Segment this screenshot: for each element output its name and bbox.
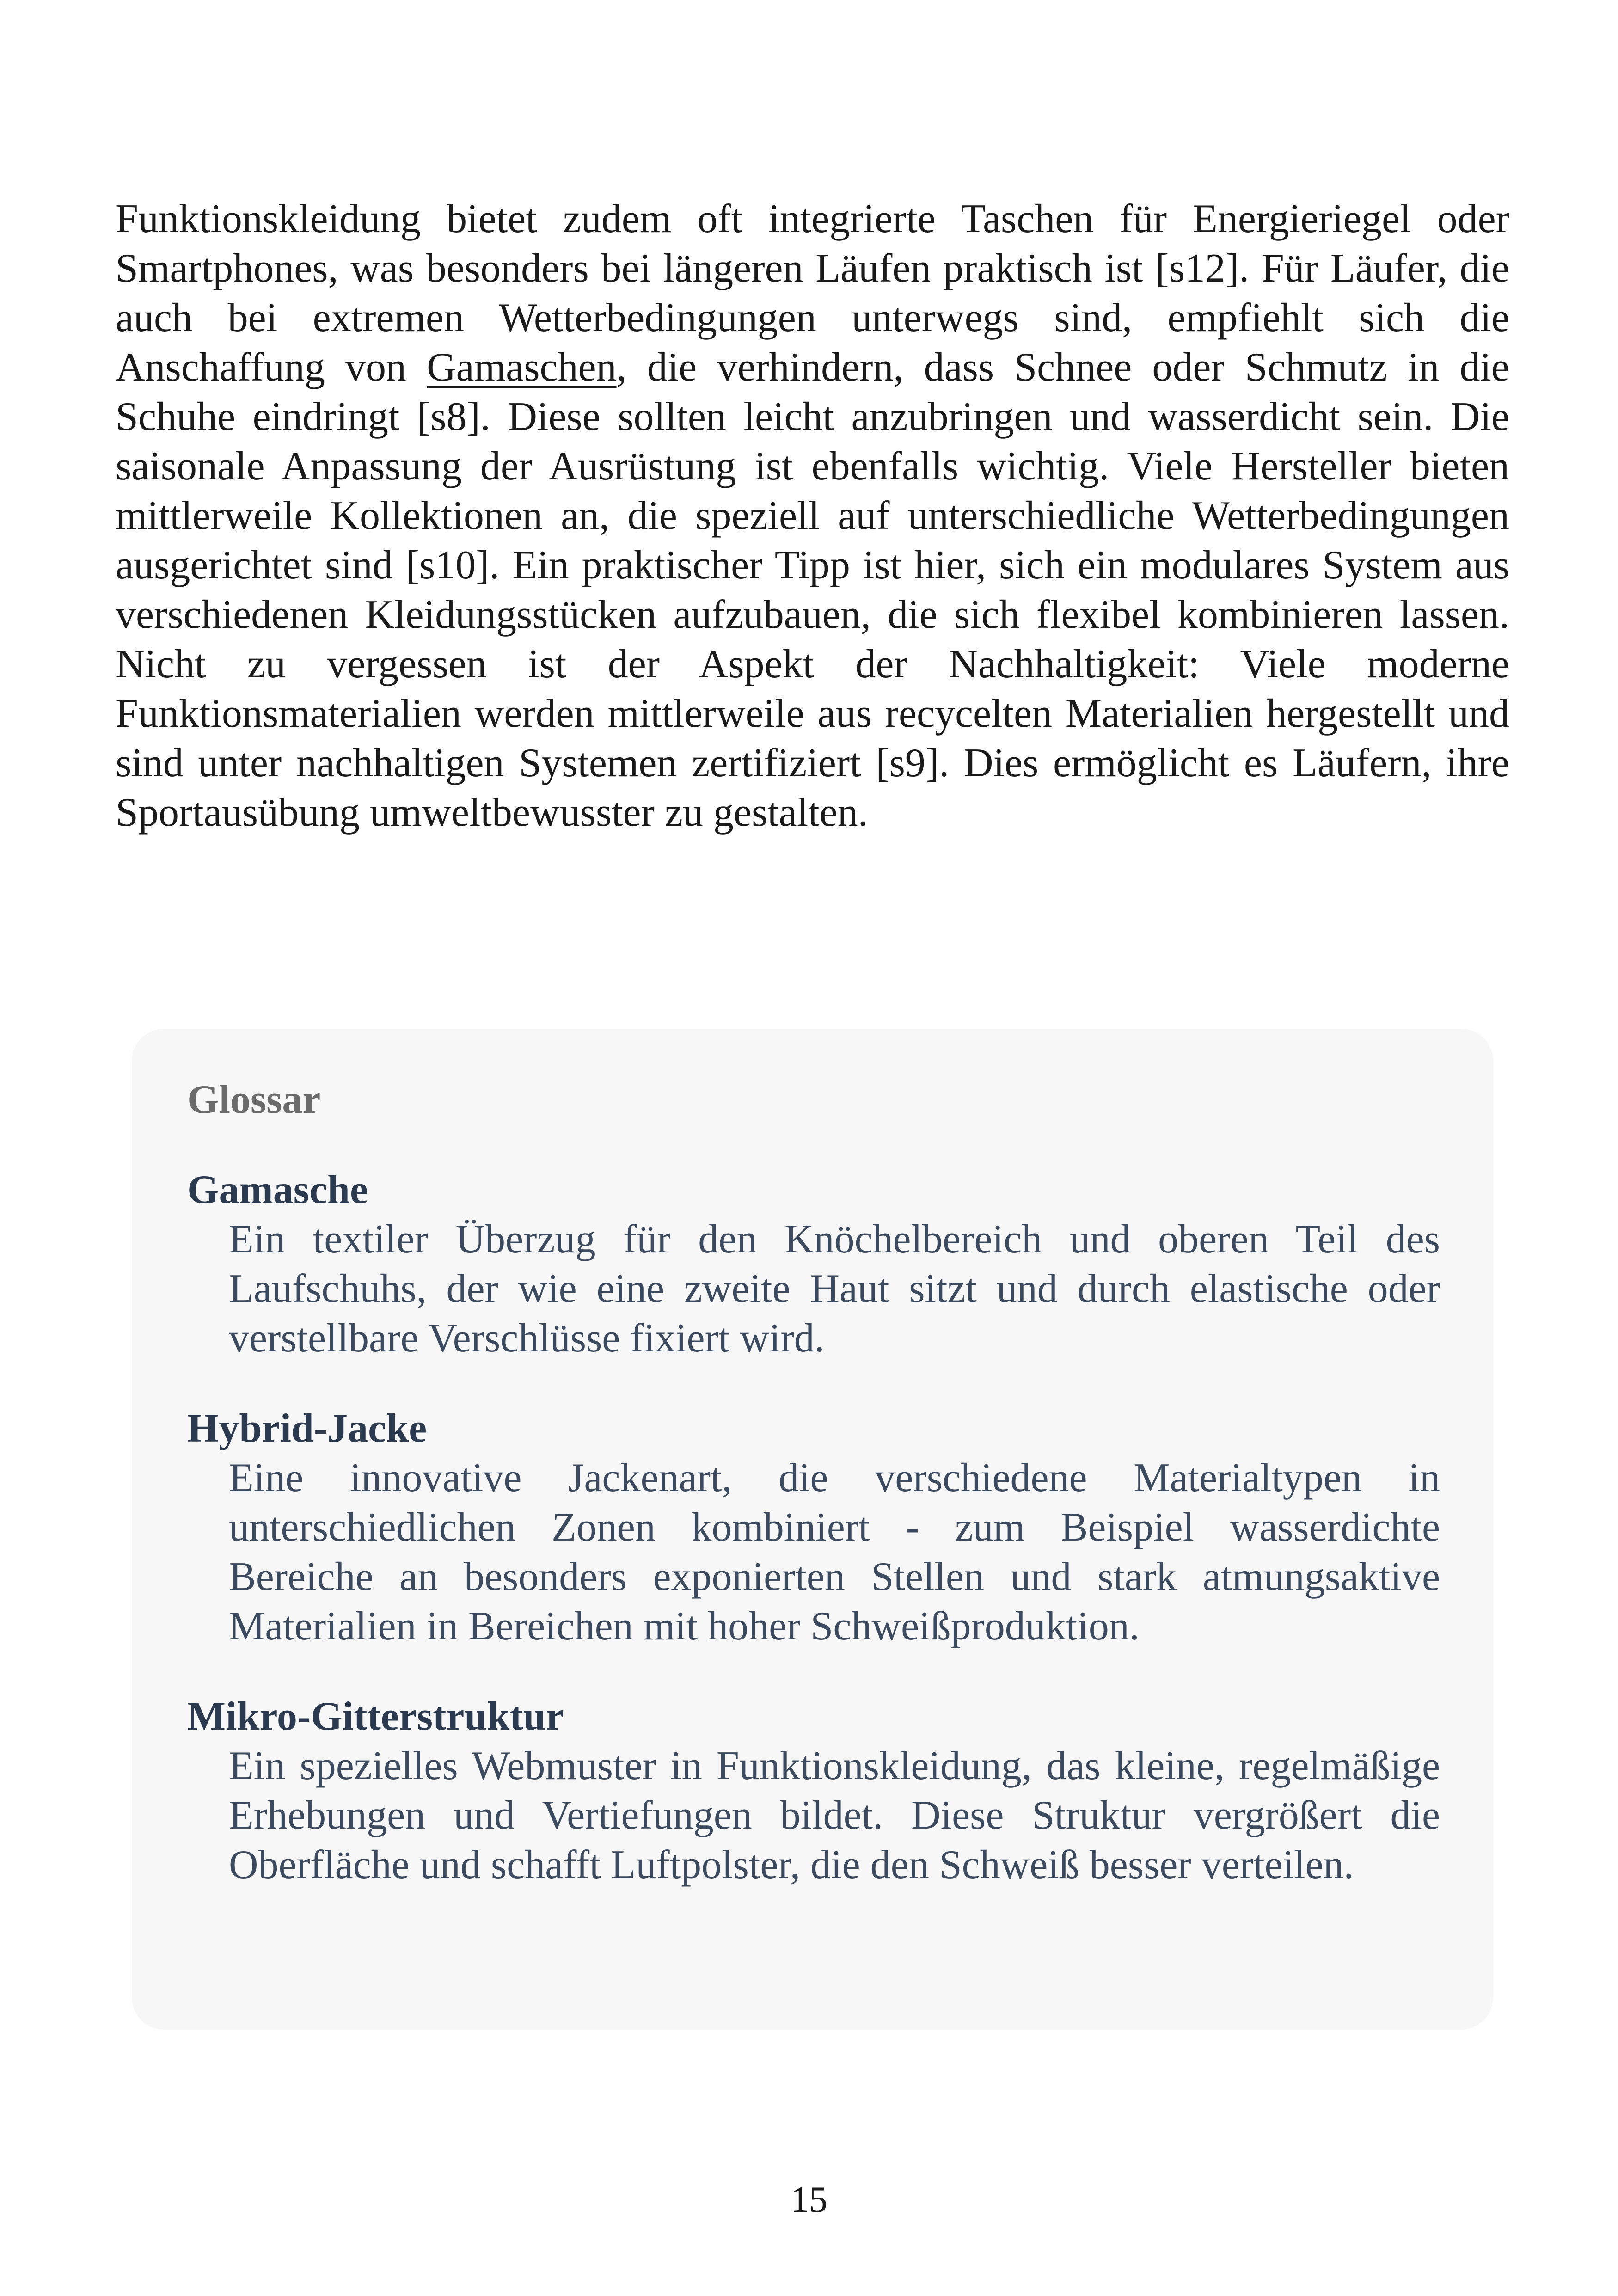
gamaschen-glossary-link[interactable]: Gamaschen: [427, 345, 617, 390]
page-number: 15: [791, 2179, 827, 2220]
body-text-part-1: Funktionskleidung bietet zudem oft integrierte Taschen für Energieriegel oder Smartphones, was besonders bei längeren Läufen praktisch ist [s12]. Für Läufer, die auch bei extremen Wetterbedingungen unterwegs sind, empfiehlt sich die Anschaffung von: [116, 196, 1509, 390]
glossary-term: Hybrid-Jacke: [187, 1406, 427, 1451]
glossary-definition: Eine innovative Jackenart, die verschiedene Materialtypen in unterschiedlichen Zonen kombiniert - zum Beispiel wasserdichte Bereiche an besonders exponierten Stellen und stark atmungsaktive Materialien in Bereichen mit hoher Schweißproduktion.: [229, 1455, 1440, 1649]
body-text-part-2: , die verhindern, dass Schnee oder Schmutz in die Schuhe eindringt [s8]. Diese sollten leicht anzubringen und wasserdicht sein. Die saisonale Anpassung der Ausrüstung ist ebenfalls wichtig. Viele Hersteller bieten mittlerweile Kollektionen an, die speziell auf unterschiedliche Wetterbedingungen ausgerichtet sind [s10]. Ein praktischer Tipp ist hier, sich ein modulares System aus verschiedenen Kleidungsstücken aufzubauen, die sich flexibel kombinieren lassen. Nicht zu vergessen ist der Aspekt der Nachhaltigkeit: Viele moderne Funktionsmaterialien werden mittlerweile aus recycelten Materialien hergestellt und sind unter nachhaltigen Systemen zertifiziert [s9]. Dies ermöglicht es Läufern, ihre Sportausübung umweltbewusster zu gestalten.: [116, 345, 1509, 835]
glossary-entry-hybrid-jacke: [187, 1404, 1440, 1651]
glossary-definition: Ein textiler Überzug für den Knöchelbereich und oberen Teil des Laufschuhs, der wie eine zweite Haut sitzt und durch elastische oder verstellbare Verschlüsse fixiert wird.: [229, 1217, 1440, 1361]
glossary-term: Mikro-Gitterstruktur: [187, 1694, 564, 1739]
glossary-definition: Ein spezielles Webmuster in Funktionskleidung, das kleine, regelmäßige Erhebungen und Vertiefungen bildet. Diese Struktur vergrößert die Oberfläche und schafft Luftpolster, die den Schweiß besser verteilen.: [229, 1743, 1440, 1887]
body-paragraph: [116, 194, 1509, 837]
glossary-title: Glossar: [187, 1077, 321, 1122]
glossary-box: [132, 1029, 1493, 2030]
glossary-term: Gamasche: [187, 1167, 368, 1212]
glossary-entry-gamasche: [187, 1165, 1440, 1363]
glossary-entry-mikro-gitterstruktur: [187, 1692, 1440, 1890]
